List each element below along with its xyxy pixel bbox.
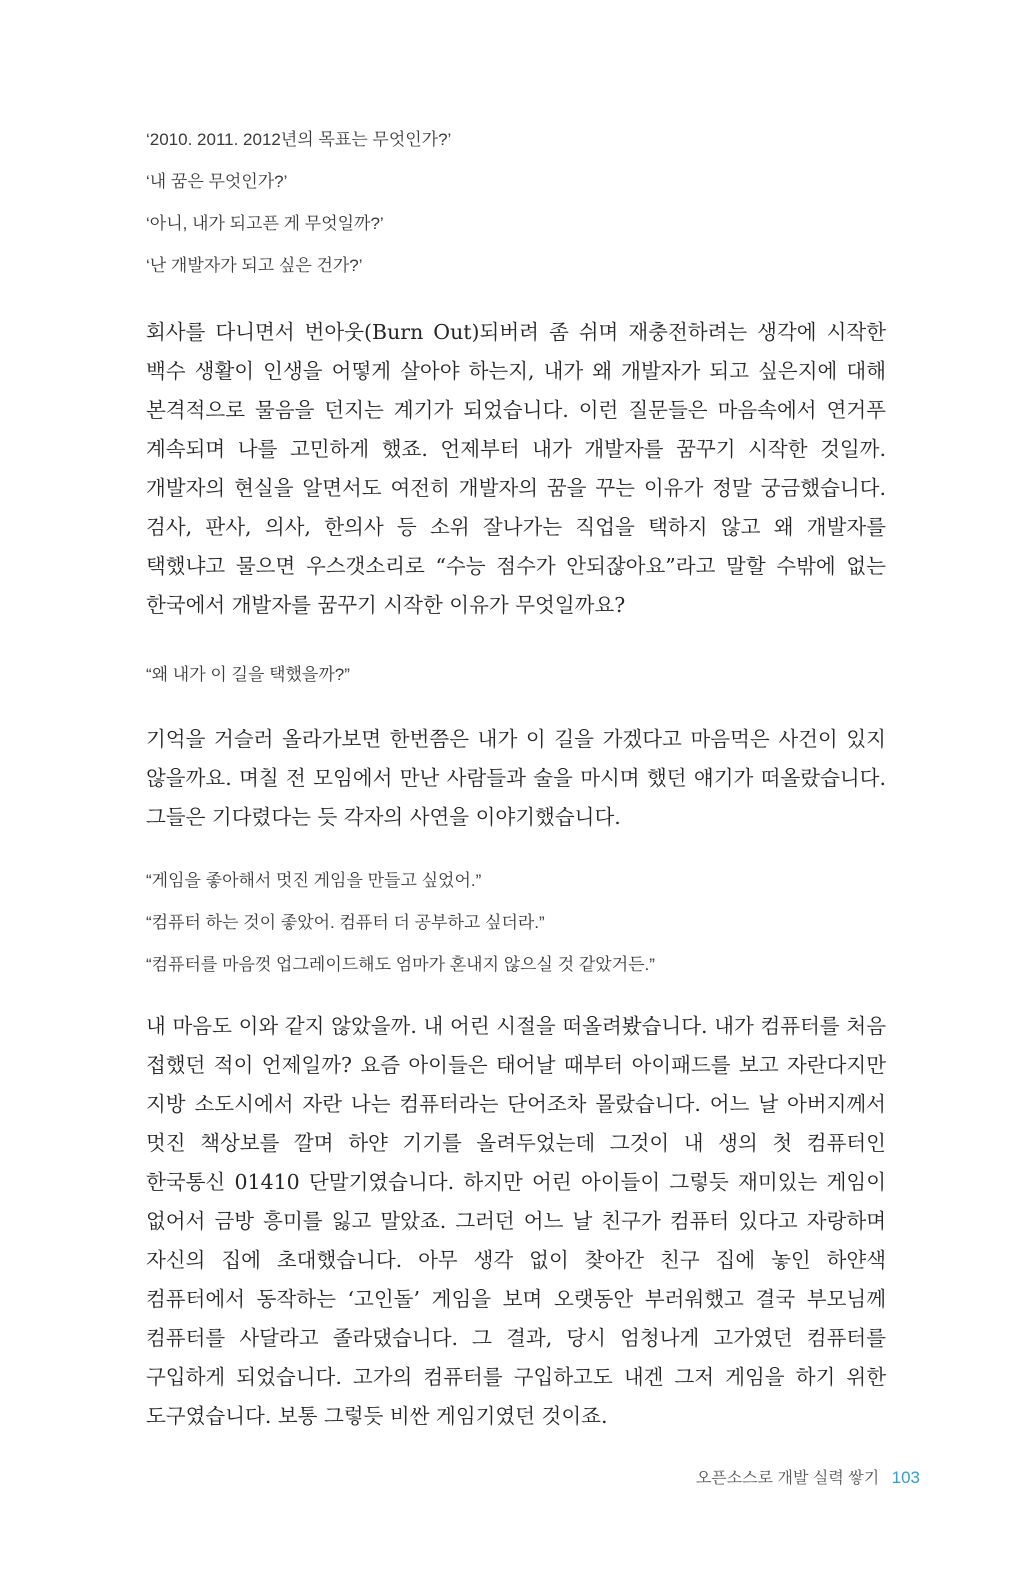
quote-line: ‘난 개발자가 되고 싶은 건가?’: [146, 256, 363, 275]
body-paragraph-2: 기억을 거슬러 올라가보면 한번쯤은 내가 이 길을 가겠다고 마음먹은 사건이 있지 않을까요. 며칠 전 모임에서 만난 사람들과 술을 마시며 했던 얘기가 떠올랐습니다. 그들은 기다렸다는 듯 각자의 사연을 이야기했습니다.: [146, 727, 886, 829]
quote-line: ‘내 꿈은 무엇인가?’: [146, 172, 288, 191]
body-paragraph-3: 내 마음도 이와 같지 않았을까. 내 어린 시절을 떠올려봤습니다. 내가 컴퓨터를 처음 접했던 적이 언제일까? 요즘 아이들은 태어날 때부터 아이패드를 보고 자란다지만 지방 소도시에서 자란 나는 컴퓨터라는 단어조차 몰랐습니다. 어느 날 아버지께서 멋진 책상보를 깔며 하얀 기기를 올려두었는데 그것이 내 생의 첫 컴퓨터인 한국통신 01410 단말기였습니다. 하지만 어린 아이들이 그렇듯 재미있는 게임이 없어서 금방 흥미를 잃고 말았죠. 그러던 어느 날 친구가 컴퓨터 있다고 자랑하며 자신의 집에 초대했습니다. 아무 생각 없이 찾아간 친구 집에 놓인 하얀색 컴퓨터에서 동작하는 ‘고인돌’ 게임을 보며 오랫동안 부러워했고 결국 부모님께 컴퓨터를 사달라고 졸라댔습니다. 그 결과, 당시 엄청나게 고가였던 컴퓨터를 구입하게 되었습니다. 고가의 컴퓨터를 구입하고도 내겐 그저 게임을 하기 위한 도구였습니다. 보통 그렇듯 비싼 게임기였던 것이죠.: [146, 1014, 886, 1428]
middle-quote: [146, 654, 886, 696]
quote-line: “컴퓨터를 마음껏 업그레이드해도 엄마가 혼내지 않으실 것 같았거든.”: [146, 955, 655, 974]
page-footer: [696, 1463, 920, 1493]
quote-line: ‘아니, 내가 되고픈 게 무엇일까?’: [146, 214, 384, 233]
running-footer-title: 오픈소스로 개발 실력 쌓기: [695, 1470, 880, 1487]
self-question-quotes: [146, 119, 886, 287]
quote-line: “게임을 좋아해서 멋진 게임을 만들고 싶었어.”: [146, 871, 482, 890]
page-number: 103: [891, 1468, 920, 1487]
body-paragraph-1: 회사를 다니면서 번아웃(Burn Out)되버려 좀 쉬며 재충전하려는 생각에 시작한 백수 생활이 인생을 어떻게 살아야 하는지, 내가 왜 개발자가 되고 싶은지에 대해 본격적으로 물음을 던지는 계기가 되었습니다. 이런 질문들은 마음속에서 연거푸 계속되며 나를 고민하게 했죠. 언제부터 내가 개발자를 꿈꾸기 시작한 것일까. 개발자의 현실을 알면서도 여전히 개발자의 꿈을 꾸는 이유가 정말 궁금했습니다. 검사, 판사, 의사, 한의사 등 소위 잘나가는 직업을 택하지 않고 왜 개발자를 택했냐고 물으면 우스갯소리로 “수능 점수가 안되잖아요”라고 말할 수밖에 없는 한국에서 개발자를 꿈꾸기 시작한 이유가 무엇일까요?: [146, 320, 886, 617]
quote-line: ‘2010. 2011. 2012년의 목표는 무엇인가?’: [146, 130, 452, 149]
quote-line: “컴퓨터 하는 것이 좋았어. 컴퓨터 더 공부하고 싶더라.”: [146, 913, 545, 932]
people-quotes: [146, 860, 886, 986]
quote-line: “왜 내가 이 길을 택했을까?”: [146, 665, 350, 684]
